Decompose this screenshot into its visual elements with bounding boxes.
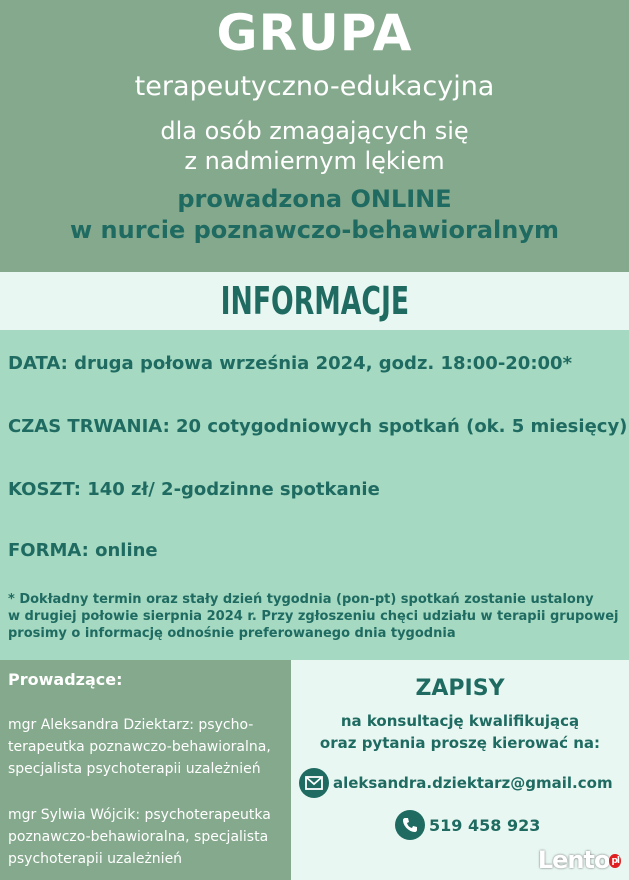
audience-text <box>0 116 629 176</box>
info-heading: INFORMACJE <box>220 279 409 323</box>
online-line-2: w nurcie poznawczo-behawioralnym <box>70 216 559 244</box>
leader-2-line-1: mgr Sylwia Wójcik: psychoterapeutka <box>8 807 271 823</box>
leader-2 <box>8 804 288 870</box>
leader-2-line-3: psychoterapii uzależnień <box>8 851 183 867</box>
leader-1 <box>8 714 288 780</box>
info-form: FORMA: online <box>8 540 158 561</box>
leaders-section <box>0 660 291 880</box>
signup-line-1: na konsultację kwalifikującą <box>340 712 580 730</box>
online-text <box>0 184 629 246</box>
phone-icon <box>395 810 425 840</box>
audience-line-1: dla osób zmagających się <box>160 117 469 145</box>
lento-watermark <box>538 846 621 874</box>
footnote <box>8 591 620 642</box>
audience-line-2: z nadmiernym lękiem <box>184 147 445 175</box>
page-title: GRUPA <box>216 4 413 62</box>
footnote-line-1: * Dokładny termin oraz stały dzień tygodnia (pon-pt) spotkań zostanie ustalony <box>8 592 594 607</box>
leader-1-line-3: specjalista psychoterapii uzależnień <box>8 761 261 777</box>
phone-number[interactable]: 519 458 923 <box>429 815 541 835</box>
signup-line-2: oraz pytania proszę kierować na: <box>319 734 601 752</box>
online-line-1: prowadzona ONLINE <box>177 185 452 213</box>
header-section <box>0 0 629 272</box>
leader-1-line-2: terapeutka poznawczo-behawioralna, <box>8 739 271 755</box>
subtitle: terapeutyczno-edukacyjna <box>134 71 495 102</box>
signup-instructions <box>291 710 629 754</box>
leader-2-line-2: poznawczo-behawioralna, specjalista <box>8 829 269 845</box>
leaders-heading: Prowadzące: <box>8 670 123 689</box>
watermark-suffix: pl <box>611 856 619 866</box>
email-link[interactable]: aleksandra.dziektarz@gmail.com <box>333 774 613 792</box>
info-duration: CZAS TRWANIA: 20 cotygodniowych spotkań (ok. 5 miesięcy) <box>8 416 628 437</box>
info-date: DATA: druga połowa września 2024, godz. 18:00-20:00* <box>8 353 572 374</box>
footnote-line-3: prosimy o informację odnośnie preferowanego dnia tygodnia <box>8 626 456 641</box>
info-band <box>0 272 629 330</box>
envelope-icon <box>299 768 329 798</box>
footnote-line-2: w drugiej połowie sierpnia 2024 r. Przy zgłoszeniu chęci udziału w terapii grupowej <box>8 609 619 624</box>
phone-contact <box>395 810 540 840</box>
info-cost: KOSZT: 140 zł/ 2-godzinne spotkanie <box>8 479 380 500</box>
watermark-text: Lento <box>537 846 610 874</box>
info-section <box>0 330 629 660</box>
signup-heading: ZAPISY <box>415 676 505 701</box>
email-contact <box>299 768 613 798</box>
leader-1-line-1: mgr Aleksandra Dziektarz: psycho- <box>8 717 254 733</box>
